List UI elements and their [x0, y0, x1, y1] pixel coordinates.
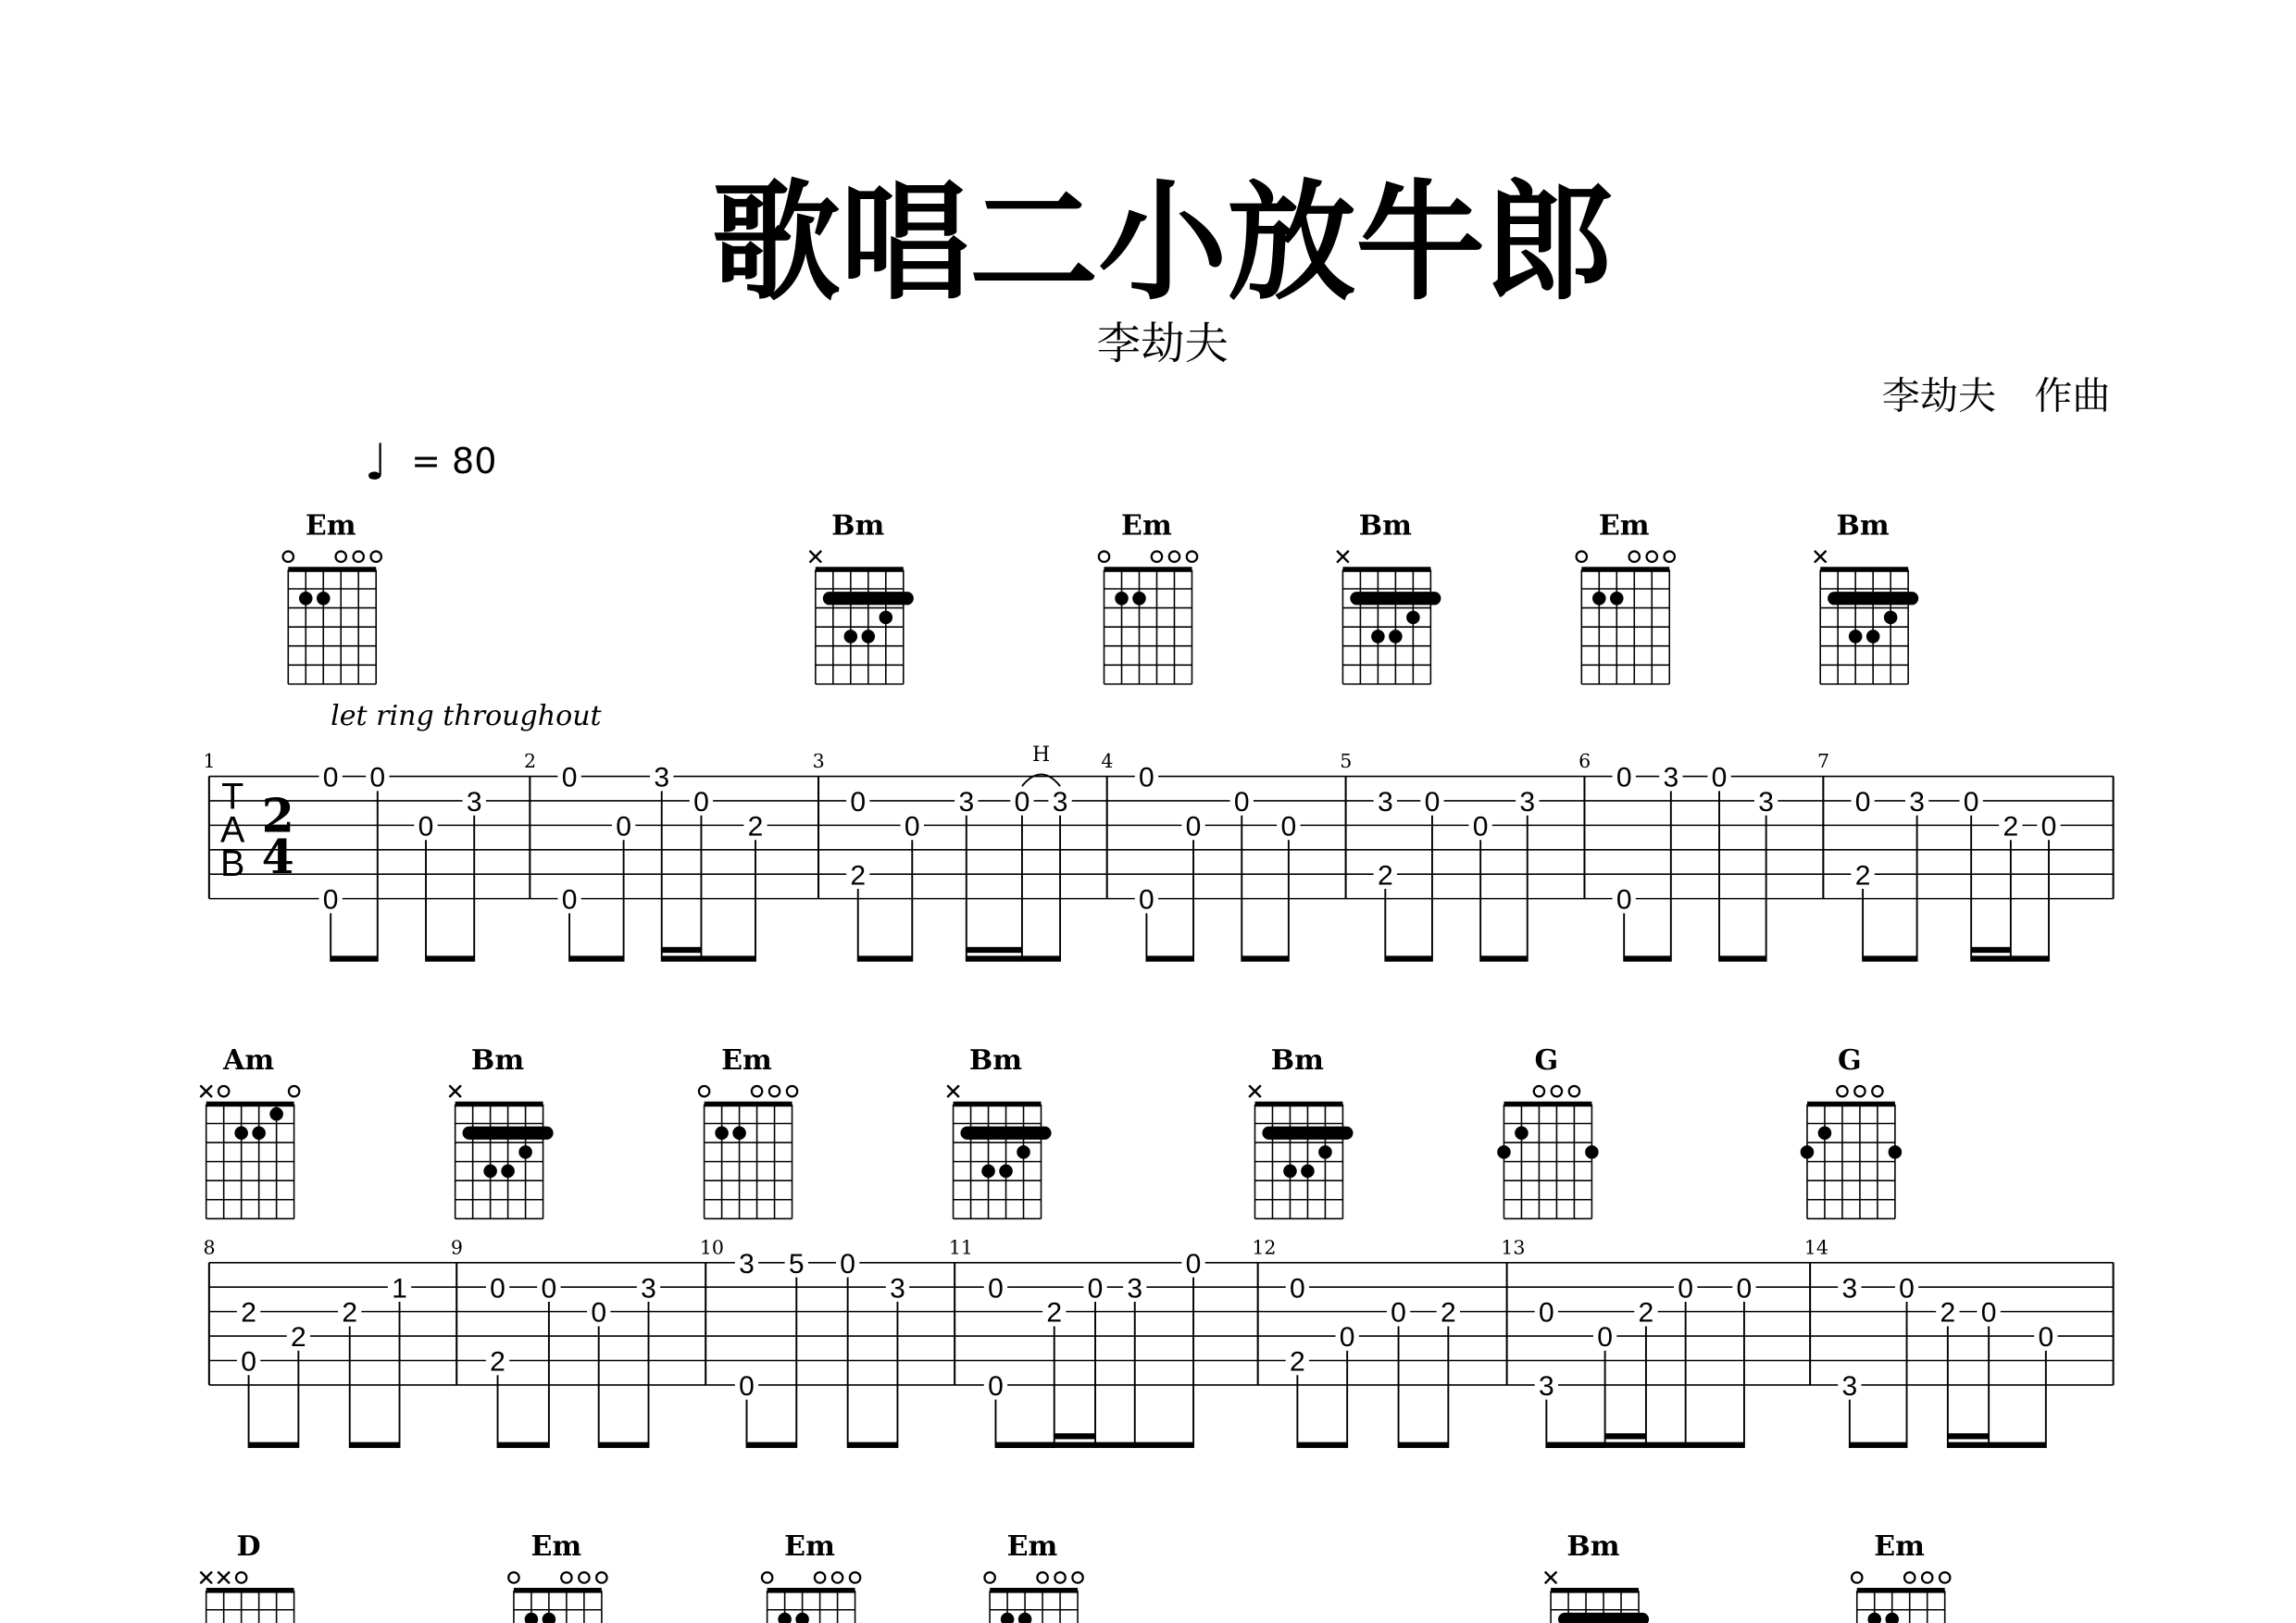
chord-diagram: [762, 1530, 860, 1623]
chord-finger-dot: [795, 1613, 809, 1623]
measure: [1578, 750, 1778, 962]
open-string-icon: [1854, 1086, 1865, 1096]
open-string-icon: [752, 1086, 762, 1096]
chord-finger-dot: [252, 1126, 266, 1140]
chord-name: Em: [305, 509, 356, 543]
chord-diagram: [1801, 1044, 1902, 1218]
measure-number: 1: [203, 750, 216, 773]
measure-number: 13: [1501, 1236, 1526, 1259]
fret-number: 0: [1391, 1297, 1406, 1329]
fret-number: 0: [1185, 1248, 1202, 1280]
measure-number: 8: [203, 1236, 216, 1259]
chord-finger-dot: [234, 1126, 248, 1140]
open-string-icon: [218, 1086, 229, 1096]
chord-finger-dot: [525, 1613, 539, 1623]
chord-barre: [1350, 592, 1441, 605]
fret-number: 2: [1940, 1297, 1956, 1329]
fret-number: 3: [654, 762, 670, 793]
fret-number: 0: [1678, 1273, 1694, 1305]
chord-diagram: [200, 1530, 293, 1623]
measure: [1817, 750, 2061, 962]
fret-number: 0: [1339, 1322, 1355, 1354]
open-string-icon: [1904, 1572, 1915, 1582]
fret-number: 2: [1046, 1297, 1063, 1329]
measure-number: 3: [812, 750, 825, 773]
tempo-value: = 80: [411, 441, 497, 482]
tab-clef-letter: A: [219, 809, 245, 851]
open-string-icon: [1534, 1086, 1544, 1096]
chord-diagram: [1337, 509, 1441, 683]
chord-name: Bm: [1566, 1530, 1620, 1564]
chord-finger-dot: [1017, 1145, 1030, 1159]
chord-finger-dot: [1318, 1145, 1332, 1159]
let-ring-annotation: let ring throughout: [331, 700, 602, 733]
chord-finger-dot: [1389, 630, 1403, 643]
open-string-icon: [336, 552, 346, 562]
chord-finger-dot: [1610, 592, 1624, 606]
measure: [1804, 1236, 2058, 1448]
tempo-note-icon: ♩: [364, 432, 388, 492]
chord-finger-dot: [501, 1165, 515, 1179]
chord-diagram: [1852, 1530, 1950, 1623]
tab-system: [204, 509, 2114, 961]
open-string-icon: [283, 552, 293, 562]
sixteenth-beam: [967, 947, 1022, 953]
fret-number: 0: [1139, 762, 1154, 793]
beam: [249, 1442, 299, 1448]
sixteenth-beam: [1605, 1433, 1646, 1439]
fret-number: 3: [890, 1273, 905, 1305]
open-string-icon: [561, 1572, 571, 1582]
measure-number: 6: [1578, 750, 1591, 773]
beam: [848, 1442, 898, 1448]
chord-name: Bm: [1270, 1043, 1324, 1077]
beam: [569, 955, 624, 961]
chord-finger-dot: [1885, 1613, 1899, 1623]
fret-number: 0: [490, 1273, 505, 1305]
fret-number: 0: [904, 811, 920, 843]
chord-finger-dot: [299, 592, 313, 606]
beam: [662, 955, 755, 961]
song-title: 歌唱二小放牛郎: [711, 168, 1615, 318]
chord-finger-dot: [778, 1613, 792, 1623]
fret-number: 0: [561, 762, 578, 793]
fret-number: 0: [1185, 811, 1202, 843]
measure-number: 14: [1803, 1236, 1828, 1259]
chord-diagram: [984, 1530, 1082, 1623]
fret-number: 0: [739, 1370, 755, 1402]
tempo-marking: [365, 432, 497, 491]
fret-number: 0: [241, 1346, 256, 1378]
open-string-icon: [1054, 1572, 1065, 1582]
chord-finger-dot: [715, 1126, 729, 1140]
measure: [813, 750, 1072, 962]
chord-name: Am: [223, 1043, 275, 1077]
chord-name: Em: [1006, 1530, 1058, 1564]
fret-number: 3: [1758, 787, 1775, 818]
chord-finger-dot: [1801, 1145, 1815, 1159]
fret-number: 0: [591, 1297, 607, 1329]
sixteenth-beam: [1948, 1433, 1989, 1439]
fret-number: 0: [1233, 787, 1250, 818]
open-string-icon: [371, 552, 381, 562]
measure-number: 7: [1817, 750, 1830, 773]
open-string-icon: [1152, 552, 1162, 562]
chord-diagram: [699, 1044, 797, 1218]
time-signature-bottom: 4: [261, 828, 294, 884]
chord-name: Bm: [1358, 509, 1412, 543]
chord-name: Em: [1121, 509, 1172, 543]
measure: [524, 750, 767, 962]
beam: [350, 1442, 400, 1448]
open-string-icon: [832, 1572, 842, 1582]
beam: [746, 1442, 796, 1448]
fret-number: 0: [1472, 811, 1489, 843]
open-string-icon: [1647, 552, 1657, 562]
chord-finger-dot: [1818, 1126, 1832, 1140]
beam: [1297, 1442, 1347, 1448]
chord-finger-dot: [1515, 1126, 1529, 1140]
measure-number: 4: [1101, 750, 1114, 773]
fret-number: 2: [241, 1297, 256, 1329]
chord-name: G: [1534, 1043, 1559, 1077]
beam: [331, 955, 378, 961]
chord-finger-dot: [1132, 592, 1146, 606]
chord-name: Em: [530, 1530, 582, 1564]
open-string-icon: [579, 1572, 589, 1582]
open-string-icon: [1569, 1086, 1579, 1096]
chord-finger-dot: [1283, 1165, 1297, 1179]
open-string-icon: [596, 1572, 606, 1582]
measure: [1340, 750, 1539, 962]
fret-number: 2: [291, 1322, 306, 1354]
chord-name: D: [236, 1530, 261, 1564]
fret-number: 5: [788, 1248, 805, 1280]
fret-number: 0: [850, 787, 867, 818]
tab-clef-letter: B: [219, 843, 245, 885]
chord-name: Em: [784, 1530, 835, 1564]
fret-number: 0: [1014, 787, 1030, 818]
beam: [1850, 1442, 1907, 1448]
open-string-icon: [1187, 552, 1197, 562]
chord-finger-dot: [1497, 1145, 1511, 1159]
chord-barre: [960, 1127, 1051, 1140]
fret-number: 0: [1616, 762, 1632, 793]
chord-finger-dot: [999, 1165, 1013, 1179]
chord-finger-dot: [732, 1126, 746, 1140]
open-string-icon: [762, 1572, 772, 1582]
chord-diagram: [810, 509, 914, 683]
tab-system: [200, 1044, 2113, 1448]
fret-number: 0: [1736, 1273, 1753, 1305]
chord-finger-dot: [518, 1145, 532, 1159]
fret-number: 0: [541, 1273, 557, 1305]
chord-finger-dot: [1585, 1145, 1599, 1159]
fret-number: 3: [958, 787, 975, 818]
fret-number: 0: [2038, 1322, 2054, 1354]
measure-number: 10: [699, 1236, 725, 1259]
chord-diagram: [508, 1530, 606, 1623]
chord-finger-dot: [1867, 1613, 1881, 1623]
chord-name: Em: [721, 1043, 772, 1077]
time-signature-top: 2: [261, 787, 294, 843]
fret-number: 0: [988, 1370, 1004, 1402]
open-string-icon: [1922, 1572, 1932, 1582]
fret-number: 0: [840, 1248, 856, 1280]
chord-name: Em: [1598, 509, 1650, 543]
chord-diagram: [1099, 509, 1197, 683]
open-string-icon: [236, 1572, 246, 1582]
open-string-icon: [850, 1572, 860, 1582]
fret-number: 3: [641, 1273, 656, 1305]
hammer-on-label: H: [1031, 743, 1051, 768]
chord-finger-dot: [981, 1165, 995, 1179]
fret-number: 0: [1087, 1273, 1104, 1305]
chord-finger-dot: [1849, 630, 1863, 643]
chord-finger-dot: [317, 592, 331, 606]
measure: [1501, 1236, 1755, 1448]
fret-number: 0: [1980, 1297, 1997, 1329]
open-string-icon: [1072, 1572, 1082, 1582]
fret-number: 1: [392, 1273, 407, 1305]
beam: [1624, 955, 1671, 961]
fret-number: 3: [1377, 787, 1393, 818]
open-string-icon: [1837, 1086, 1847, 1096]
chord-finger-dot: [269, 1107, 283, 1121]
fret-number: 2: [1290, 1346, 1305, 1378]
fret-number: 0: [1616, 884, 1632, 916]
beam: [995, 1442, 1095, 1448]
fret-number: 0: [1963, 787, 1979, 818]
sixteenth-beam: [662, 947, 702, 953]
beam: [1146, 955, 1193, 961]
beam: [1948, 1442, 2046, 1448]
open-string-icon: [1629, 552, 1640, 562]
composer-credit: 李劫夫 作曲: [1881, 373, 2111, 418]
fret-number: 3: [1052, 787, 1068, 818]
chord-barre: [823, 592, 914, 605]
chord-barre: [1262, 1127, 1353, 1140]
open-string-icon: [1852, 1572, 1862, 1582]
chord-diagram: [200, 1044, 299, 1218]
open-string-icon: [699, 1086, 709, 1096]
open-string-icon: [1037, 1572, 1047, 1582]
fret-number: 2: [1638, 1297, 1654, 1329]
open-string-icon: [984, 1572, 994, 1582]
measure-number: 2: [524, 750, 537, 773]
chord-barre: [1828, 592, 1918, 605]
beam: [1095, 1442, 1193, 1448]
open-string-icon: [354, 552, 364, 562]
chord-finger-dot: [483, 1165, 497, 1179]
tab-systems: [200, 509, 2113, 1623]
fret-number: 2: [747, 811, 764, 843]
chord-finger-dot: [1889, 1145, 1903, 1159]
open-string-icon: [289, 1086, 299, 1096]
fret-number: 3: [1127, 1273, 1143, 1305]
beam: [967, 955, 1060, 961]
chord-finger-dot: [1406, 611, 1420, 625]
fret-number: 3: [1663, 762, 1679, 793]
measure: [204, 1236, 412, 1448]
fret-number: 3: [739, 1248, 755, 1280]
chord-diagram: [947, 1044, 1051, 1218]
fret-number: 0: [369, 762, 386, 793]
open-string-icon: [1169, 552, 1179, 562]
fret-number: 0: [418, 811, 434, 843]
beam: [1863, 955, 1917, 961]
chord-finger-dot: [844, 630, 858, 643]
fret-number: 0: [1597, 1322, 1613, 1354]
chord-diagram: [1249, 1044, 1353, 1218]
beam: [1242, 955, 1289, 961]
chord-finger-dot: [1001, 1613, 1015, 1623]
chord-finger-dot: [1866, 630, 1880, 643]
sixteenth-beam: [1054, 1433, 1095, 1439]
fret-number: 0: [1139, 884, 1154, 916]
chord-finger-dot: [1018, 1613, 1032, 1623]
beam: [1646, 1442, 1744, 1448]
fret-number: 0: [988, 1273, 1004, 1305]
open-string-icon: [1577, 552, 1587, 562]
measure: [1252, 1236, 1460, 1448]
chord-name: Bm: [831, 509, 885, 543]
fret-number: 2: [1377, 860, 1393, 892]
fret-number: 3: [1841, 1273, 1858, 1305]
chord-barre: [1558, 1613, 1649, 1623]
chord-diagram: [1815, 509, 1918, 683]
chord-diagram: [283, 509, 381, 683]
fret-number: 3: [1519, 787, 1536, 818]
open-string-icon: [1099, 552, 1109, 562]
beam: [1971, 955, 2049, 961]
beam: [599, 1442, 649, 1448]
beam: [1546, 1442, 1646, 1448]
fret-number: 0: [2040, 811, 2057, 843]
fret-number: 3: [1841, 1370, 1858, 1402]
measure-number: 9: [450, 1236, 463, 1259]
beam: [858, 955, 913, 961]
chord-finger-dot: [880, 611, 893, 625]
tab-system: [200, 1530, 1950, 1623]
fret-number: 2: [1854, 860, 1871, 892]
beam: [426, 955, 474, 961]
fret-number: 2: [342, 1297, 358, 1329]
chord-finger-dot: [862, 630, 876, 643]
chord-name: Bm: [470, 1043, 525, 1077]
fret-number: 2: [2003, 811, 2019, 843]
measure-number: 12: [1252, 1236, 1277, 1259]
chord-diagram: [1545, 1530, 1649, 1623]
beam: [1480, 955, 1528, 961]
tab-clef-letter: T: [221, 776, 244, 818]
chord-name: Bm: [968, 1043, 1023, 1077]
measure: [1101, 750, 1300, 962]
chord-diagram: [449, 1044, 553, 1218]
fret-number: 0: [1290, 1273, 1305, 1305]
beam: [1399, 1442, 1449, 1448]
fret-number: 0: [1424, 787, 1441, 818]
measure: [700, 1236, 909, 1448]
fret-number: 3: [1909, 787, 1925, 818]
measure: [451, 1236, 660, 1448]
measure-number: 11: [948, 1236, 973, 1259]
open-string-icon: [508, 1572, 518, 1582]
fret-number: 0: [1854, 787, 1871, 818]
fret-number: 0: [1711, 762, 1728, 793]
open-string-icon: [787, 1086, 797, 1096]
beam: [1719, 955, 1766, 961]
fret-number: 0: [1280, 811, 1297, 843]
chord-finger-dot: [1301, 1165, 1315, 1179]
chord-name: Bm: [1836, 509, 1890, 543]
fret-number: 0: [322, 762, 339, 793]
open-string-icon: [1665, 552, 1675, 562]
open-string-icon: [1872, 1086, 1882, 1096]
fret-number: 0: [1538, 1297, 1554, 1329]
chord-diagram: [1577, 509, 1675, 683]
fret-number: 2: [490, 1346, 505, 1378]
measure: [949, 1236, 1205, 1448]
chord-finger-dot: [1115, 592, 1129, 606]
chord-finger-dot: [1592, 592, 1606, 606]
fret-number: 0: [1899, 1273, 1915, 1305]
chord-finger-dot: [543, 1613, 556, 1623]
open-string-icon: [1940, 1572, 1950, 1582]
song-subtitle: 李劫夫: [1096, 318, 1229, 370]
fret-number: 2: [1440, 1297, 1456, 1329]
fret-number: 3: [1538, 1370, 1554, 1402]
chord-name: Em: [1874, 1530, 1925, 1564]
chord-name: G: [1838, 1043, 1862, 1077]
fret-number: 0: [693, 787, 709, 818]
sixteenth-beam: [1971, 947, 2011, 953]
fret-number: 0: [322, 884, 339, 916]
chord-finger-dot: [1371, 630, 1385, 643]
open-string-icon: [769, 1086, 780, 1096]
chord-finger-dot: [1884, 611, 1898, 625]
measure: [204, 750, 486, 962]
fret-number: 2: [850, 860, 867, 892]
measure-number: 5: [1340, 750, 1353, 773]
fret-number: 0: [561, 884, 578, 916]
chord-barre: [463, 1127, 554, 1140]
beam: [498, 1442, 549, 1448]
open-string-icon: [815, 1572, 825, 1582]
chord-diagram: [1497, 1044, 1598, 1218]
fret-number: 3: [466, 787, 482, 818]
fret-number: 0: [616, 811, 631, 843]
beam: [1385, 955, 1432, 961]
open-string-icon: [1552, 1086, 1562, 1096]
